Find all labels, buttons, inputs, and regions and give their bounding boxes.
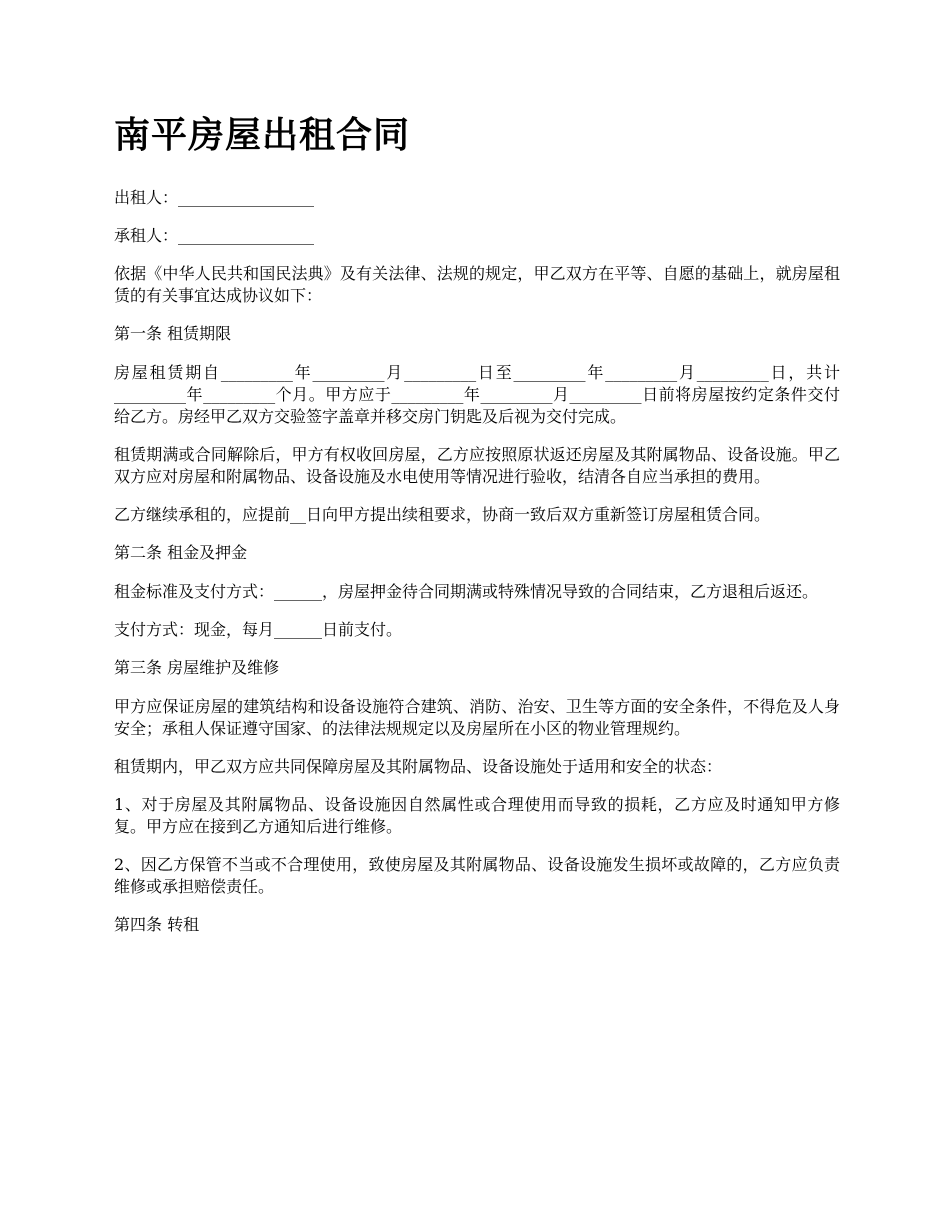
maintenance-intro-paragraph: 租赁期内，甲乙双方应共同保障房屋及其附属物品、设备设施处于适用和安全的状态： — [114, 757, 723, 776]
rent-standard-paragraph: 租金标准及支付方式：______，房屋押金待合同期满或特殊情况导致的合同结束，乙方退租后返还。 — [114, 582, 819, 601]
renewal-paragraph: 乙方继续承租的，应提前__日向甲方提出续租要求，协商一致后双方重新签订房屋租赁合同。 — [114, 505, 771, 524]
article-1-heading: 第一条 租赁期限 — [114, 324, 232, 343]
maintenance-item-2: 2、因乙方保管不当或不合理使用，致使房屋及其附属物品、设备设施发生损坏或故障的，乙方应负责维修或承担赔偿责任。 — [114, 855, 840, 896]
lessor-field: 出租人：_________________ — [114, 188, 315, 207]
article-3-heading: 第三条 房屋维护及维修 — [114, 658, 280, 677]
preamble-paragraph: 依据《中华人民共和国民法典》及有关法律、法规的规定，甲乙双方在平等、自愿的基础上，就房屋租赁的有关事宜达成协议如下： — [114, 264, 840, 305]
safety-paragraph: 甲方应保证房屋的建筑结构和设备设施符合建筑、消防、治安、卫生等方面的安全条件，不得危及人身安全；承租人保证遵守国家、的法律法规规定以及房屋所在小区的物业管理规约。 — [114, 697, 840, 738]
maintenance-item-1: 1、对于房屋及其附属物品、设备设施因自然属性或合理使用而导致的损耗，乙方应及时通知甲方修复。甲方应在接到乙方通知后进行维修。 — [114, 795, 840, 836]
article-2-heading: 第二条 租金及押金 — [114, 543, 248, 562]
document-title: 南平房屋出租合同 — [114, 115, 411, 156]
lease-term-paragraph: 房屋租赁期自_________年_________月_________日至_________年_________月_________日，共计_________年_________个月。甲方应于_________年_________月_________日前将房屋按约定条件交付给乙方。房经甲乙双方交验签字盖章并移交房门钥匙及后视为交付完成。 — [114, 363, 840, 426]
lessee-field: 承租人：_________________ — [114, 226, 315, 245]
lease-expiry-paragraph: 租赁期满或合同解除后，甲方有权收回房屋，乙方应按照原状返还房屋及其附属物品、设备设施。甲乙双方应对房屋和附属物品、设备设施及水电使用等情况进行验收，结清各自应当承担的费用。 — [114, 445, 840, 486]
contract-page — [114, 108, 840, 953]
article-4-heading: 第四条 转租 — [114, 915, 200, 934]
payment-method-paragraph: 支付方式：现金，每月______日前支付。 — [114, 620, 403, 639]
